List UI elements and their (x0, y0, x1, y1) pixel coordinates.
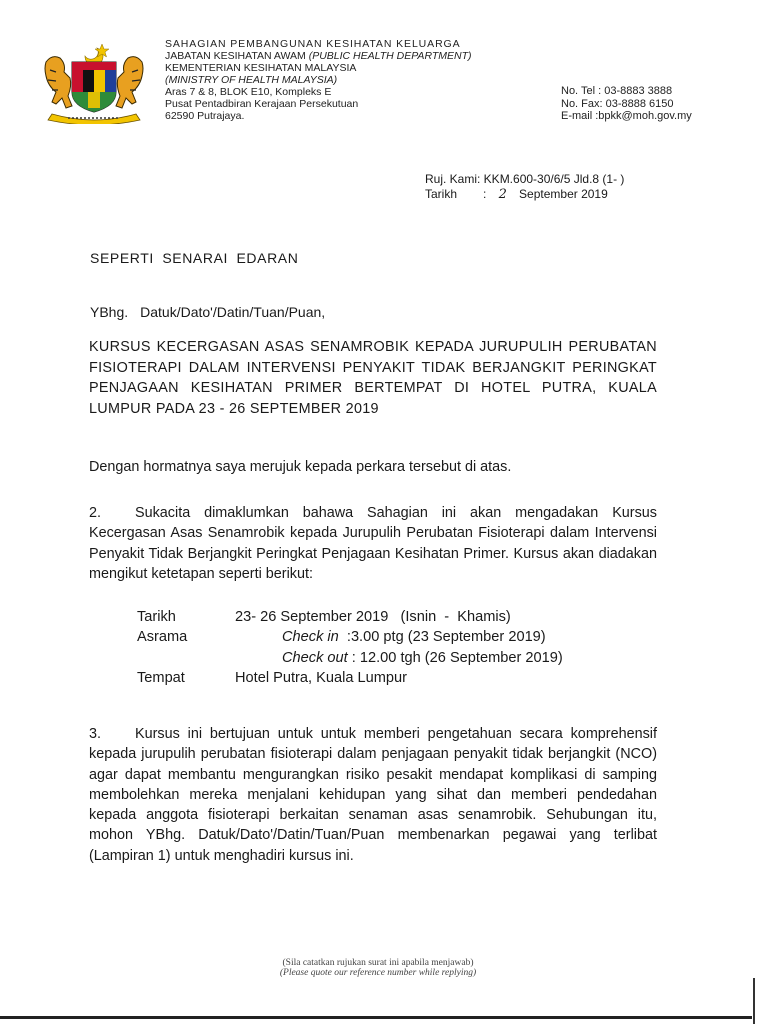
schedule-checkout (282, 648, 563, 668)
department-malay: JABATAN KESIHATAN AWAM (165, 50, 306, 62)
paragraph-2 (89, 503, 657, 584)
department-english: (PUBLIC HEALTH DEPARTMENT) (308, 50, 472, 62)
address-line-2: Pusat Pentadbiran Kerajaan Persekutuan (165, 98, 359, 110)
paragraph-2-text: Sukacita dimaklumkan bahawa Sahagian ini akan mengadakan Kursus Kecergasan Asas Senamrobik kepada Jurupulih Perubatan Fisioterapi dalam Intervensi Penyakit Tidak Berjangkit Peringkat Penjagaan Kesihatan Primer. Kursus akan diadakan mengikut ketetapan seperti berikut: (89, 505, 657, 582)
addressee: SEPERTI SENARAI EDARAN (90, 250, 299, 266)
paragraph-number: 3. (89, 726, 102, 742)
schedule-date-value: 23- 26 September 2019 (Isnin - Khamis) (235, 609, 511, 625)
department-division: SAHAGIAN PEMBANGUNAN KESIHATAN KELUARGA (165, 38, 461, 50)
salutation-prefix: YBhg. (90, 304, 129, 320)
salutation-titles: Datuk/Dato'/Datin/Tuan/Puan, (140, 304, 326, 320)
reference-block (425, 172, 624, 202)
reference-number: Ruj. Kami: KKM.600-30/6/5 Jld.8 (1- ) (425, 172, 625, 186)
checkout-value: : 12.00 tgh (26 September 2019) (347, 649, 563, 666)
schedule-date-label: Tarikh (137, 609, 176, 625)
checkin-value: :3.00 ptg (23 September 2019) (338, 629, 546, 646)
letterhead-address (165, 38, 472, 122)
department-line (165, 50, 472, 62)
footer-note-malay: (Sila catatkan rujukan surat ini apabila menjawab) (282, 958, 474, 968)
letter-date (425, 187, 624, 202)
paragraph-number: 2. (89, 505, 102, 521)
contact-block (561, 85, 692, 123)
date-colon: : (483, 187, 487, 201)
paragraph-3 (89, 724, 657, 866)
checkout-label: Check out (282, 649, 348, 666)
paragraph-1: Dengan hormatnya saya merujuk kepada perkara tersebut di atas. (89, 459, 512, 475)
checkin-label: Check in (282, 629, 339, 646)
date-label: Tarikh (425, 187, 458, 201)
contact-fax: No. Fax: 03-8888 6150 (561, 97, 674, 110)
subject-heading: KURSUS KECERGASAN ASAS SENAMROBIK KEPADA JURUPULIH PERUBATAN FISIOTERAPI DALAM INTERVENSI PENYAKIT TIDAK BERJANGKIT PERINGKAT PENJAGAAN KESIHATAN PRIMER BERTEMPAT DI HOTEL PUTRA, KUALA LUMPUR PADA 23 - 26 SEPTEMBER 2019 (89, 339, 657, 417)
paragraph-3-text: Kursus ini bertujuan untuk untuk memberi pengetahuan secara komprehensif kepada jurupulih perubatan fisioterapi dalam penjagaan penyakit tidak berjangkit (NCO) agar dapat membantu mengurangkan risiko pesakit mendapat komplikasi di samping membolehkan mereka menjalani kehidupan yang sihat dan memberi pendedahan kepada anggota fisioterapi berkaitan senaman asas senamrobik. Sehubungan itu, mohon YBhg. Datuk/Dato'/Datin/Tuan/Puan membenarkan pegawai yang terlibat (Lampiran 1) untuk menghadiri kursus ini. (89, 726, 657, 864)
footer-rule (0, 1016, 752, 1019)
footer-note (0, 958, 756, 978)
ministry-malay: KEMENTERIAN KESIHATAN MALAYSIA (165, 62, 357, 74)
salutation (90, 304, 325, 320)
contact-email: E-mail :bpkk@moh.gov.my (561, 110, 692, 122)
page-edge-line (753, 978, 755, 1024)
schedule-hostel-label: Asrama (137, 629, 188, 646)
date-month-year: September 2019 (519, 187, 608, 201)
date-day-handwritten: 2 (498, 187, 507, 202)
address-line-3: 62590 Putrajaya. (165, 110, 245, 122)
schedule-venue-label: Tempat (137, 669, 185, 686)
contact-tel: No. Tel : 03-8883 3888 (561, 85, 673, 97)
schedule-checkin (282, 627, 546, 647)
malaysia-coat-of-arms-icon (38, 40, 150, 124)
ministry-english: (MINISTRY OF HEALTH MALAYSIA) (165, 74, 338, 86)
footer-note-english: (Please quote our reference number while replying) (279, 968, 477, 978)
schedule-venue-value: Hotel Putra, Kuala Lumpur (235, 669, 407, 686)
address-line-1: Aras 7 & 8, BLOK E10, Kompleks E (165, 86, 332, 98)
